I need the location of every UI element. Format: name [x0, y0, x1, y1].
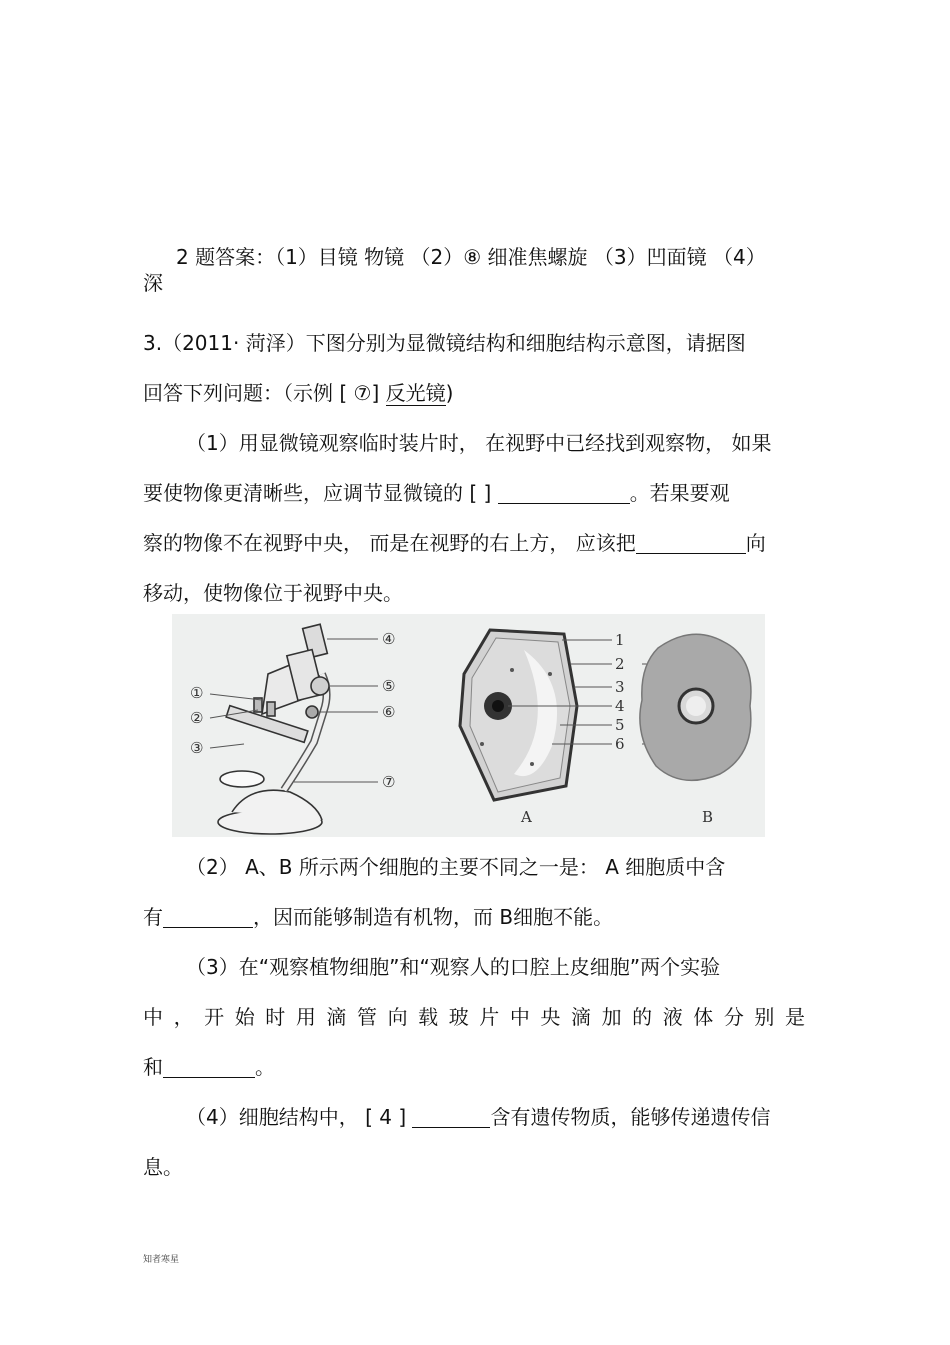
- cell-number-1: 1: [615, 631, 625, 649]
- q3-line-3-text: 和: [143, 1055, 163, 1079]
- answer-line-1: 2 题答案：（1）目镜 物镜 （2）⑧ 细准焦螺旋 （3）凹面镜 （4）: [176, 245, 766, 269]
- cell-number-5: 5: [615, 716, 625, 734]
- q3-line-3-tail: 。: [255, 1055, 275, 1079]
- q4-line-1-tail: 含有遗传物质，能够传递遗传信: [490, 1105, 771, 1129]
- microscope-label-6: ⑥: [382, 703, 396, 721]
- q4-line-1: [186, 1104, 770, 1130]
- q1-line-3: [143, 530, 766, 556]
- cell-b-label: B: [702, 808, 714, 826]
- q3-line-3: [143, 1054, 275, 1080]
- q2-line-2-tail: ，因而能够制造有机物，而 B细胞不能。: [253, 905, 614, 929]
- microscope-drawing: [218, 624, 329, 834]
- animal-cell-b: [640, 634, 751, 780]
- question-header-1: 3.（2011· 菏泽）下图分别为显微镜结构和细胞结构示意图，请据图: [143, 331, 746, 355]
- plant-cell-a: [460, 630, 577, 800]
- header-prefix: 回答下列问题：（示例 [ ⑦]: [143, 381, 386, 405]
- answer-line-2: 深: [143, 271, 163, 295]
- q1-line-4: 移动，使物像位于视野中央。: [143, 581, 403, 605]
- microscope-label-5: ⑤: [382, 677, 396, 695]
- answer-blank[interactable]: [498, 483, 630, 504]
- q1-line-3-tail: 向: [745, 531, 766, 555]
- cell-number-6: 6: [615, 735, 625, 753]
- figure-drawing: [172, 614, 765, 837]
- cell-number-4: 4: [615, 697, 625, 715]
- page-footer: 知者寒星: [143, 1255, 180, 1265]
- microscope-label-7: ⑦: [382, 773, 396, 791]
- q1-line-2-tail: 。若果要观: [629, 481, 730, 505]
- example-answer: 反光镜: [385, 381, 446, 405]
- microscope-label-3: ③: [190, 739, 204, 757]
- cell-number-3: 3: [615, 678, 625, 696]
- q4-line-1-text: （4）细胞结构中， [ 4 ]: [186, 1105, 413, 1129]
- q1-line-2-text: 要使物像更清晰些，应调节显微镜的 [ ]: [143, 481, 498, 505]
- answer-blank[interactable]: [163, 1057, 255, 1078]
- q2-line-2: [143, 904, 613, 930]
- microscope-label-4: ④: [382, 630, 396, 648]
- answer-blank[interactable]: [412, 1107, 490, 1128]
- q4-line-2: 息。: [143, 1155, 183, 1179]
- microscope-label-2: ②: [190, 709, 204, 727]
- header-suffix: ): [445, 381, 454, 405]
- cell-number-2: 2: [615, 655, 625, 673]
- microscope-label-1: ①: [190, 684, 204, 702]
- figure-microscope-and-cells: [172, 614, 765, 837]
- q2-line-2-text: 有: [143, 905, 163, 929]
- q1-line-2: [143, 480, 730, 506]
- q1-line-1: （1）用显微镜观察临时装片时， 在视野中已经找到观察物， 如果: [186, 431, 772, 455]
- answer-blank[interactable]: [636, 533, 746, 554]
- answer-blank[interactable]: [163, 907, 253, 928]
- q3-line-2: 中，开始时用滴管向载玻片中央滴加的液体分别是: [143, 1005, 805, 1029]
- q2-line-1: （2） A、B 所示两个细胞的主要不同之一是： A 细胞质中含: [186, 855, 726, 879]
- q1-line-3-text: 察的物像不在视野中央， 而是在视野的右上方， 应该把: [143, 531, 636, 555]
- q3-line-1: （3）在“观察植物细胞”和“观察人的口腔上皮细胞”两个实验: [186, 955, 721, 979]
- cell-a-label: A: [521, 808, 532, 826]
- question-header-2: [143, 380, 453, 406]
